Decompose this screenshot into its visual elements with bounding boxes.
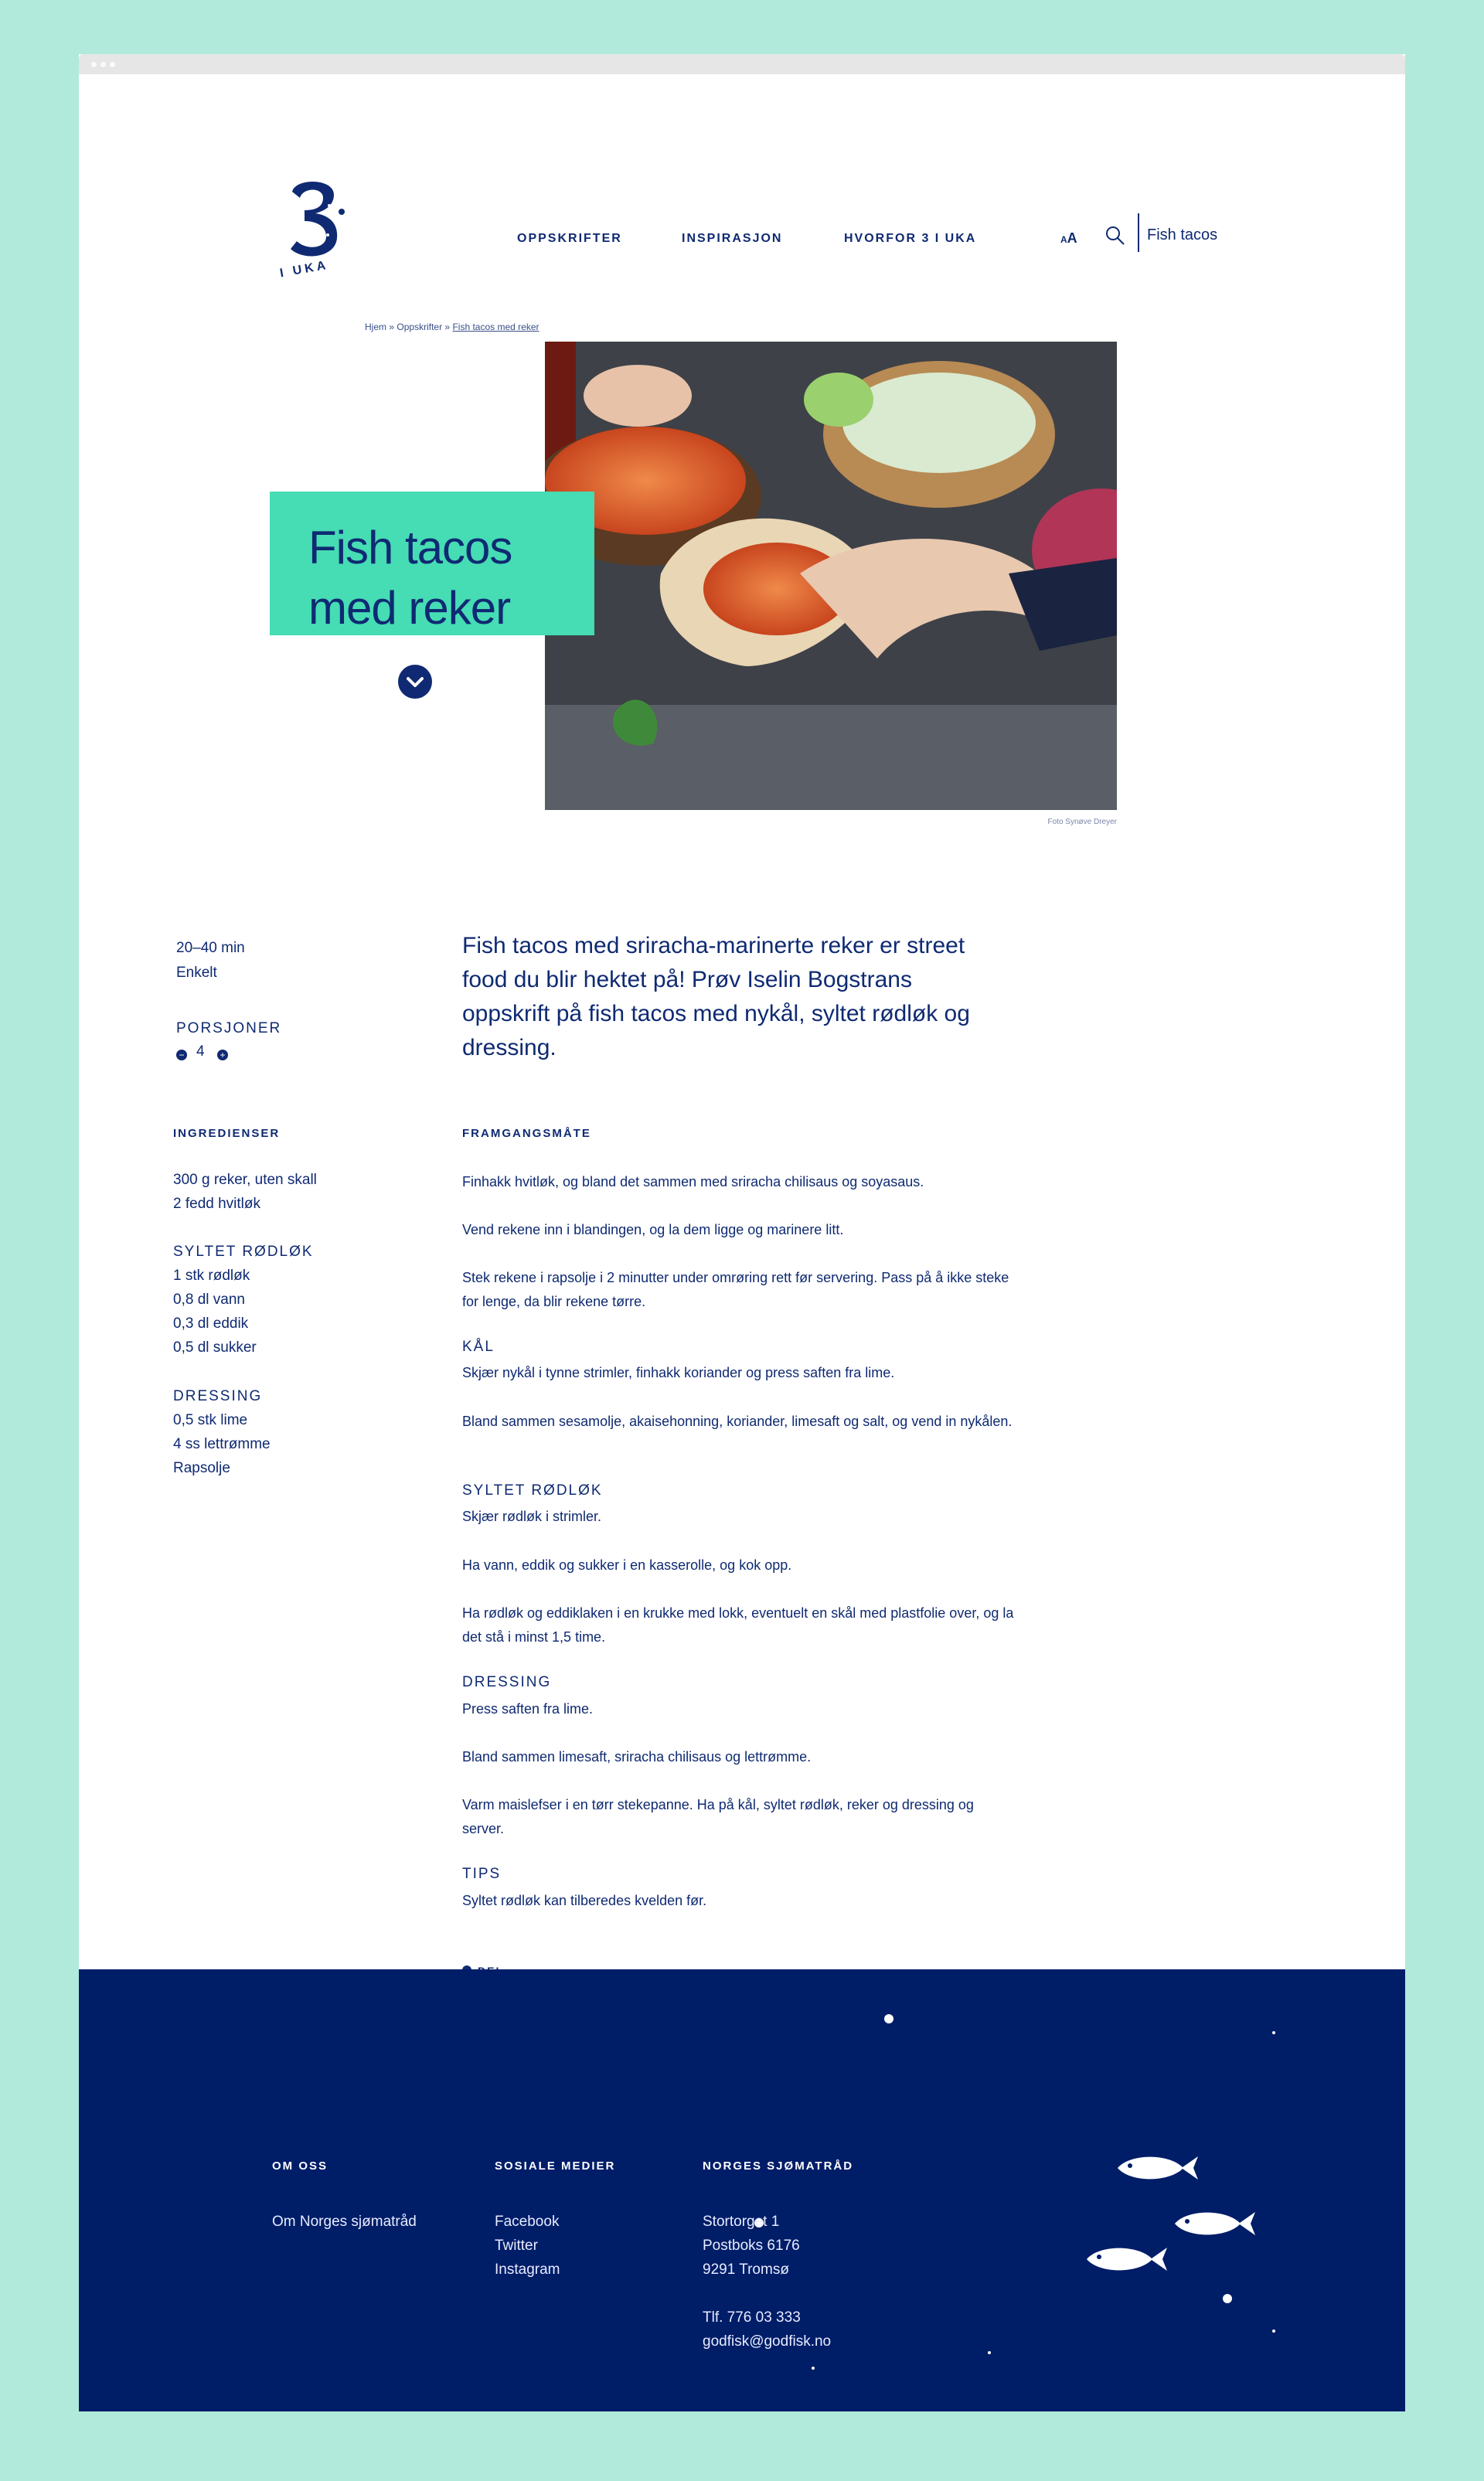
method-step: Bland sammen limesaft, sriracha chilisaus og lettrømme. [462, 1749, 812, 1765]
decorative-star [812, 2367, 815, 2370]
fish-icon [1115, 2150, 1200, 2186]
ingredient-item: 2 fedd hvitløk [173, 1196, 260, 1212]
portions-count: 4 [196, 1043, 205, 1060]
recipe-intro: Fish tacos med sriracha-marinerte reker er street food du blir hektet på! Prøv Iselin Bogstrans oppskrift på fish tacos med nykål, syltet rødløk og dressing. [462, 933, 970, 1060]
decorative-star [1272, 2330, 1275, 2333]
ingredient-item: 1 stk rødløk [173, 1268, 250, 1284]
method-step: Stek rekene i rapsolje i 2 minutter under omrøring rett før servering. Pass på å ikke steke for lenge, da blir rekene tørre. [462, 1270, 1009, 1309]
footer-address-line: Postboks 6176 [703, 2238, 800, 2254]
nav-item-inspirasjon[interactable]: INSPIRASJON [682, 232, 783, 245]
tips-text: Syltet rødløk kan tilberedes kvelden før. [462, 1893, 707, 1908]
chevron-down-icon [398, 665, 432, 699]
breadcrumb-sep: » [444, 322, 451, 332]
ingredients-heading: INGREDIENSER [173, 1127, 281, 1140]
window-dot [100, 62, 106, 67]
portions-label: PORSJONER [176, 1020, 282, 1036]
ingredient-group-heading: SYLTET RØDLØK [173, 1244, 314, 1260]
method-step: Ha rødløk og eddiklaken i en krukke med lokk, eventuelt en skål med plastfolie over, og la det stå i minst 1,5 time. [462, 1605, 1014, 1645]
ingredient-item: Rapsolje [173, 1460, 230, 1476]
decorative-star [1272, 2031, 1275, 2034]
footer-link-facebook[interactable]: Facebook [495, 2214, 560, 2230]
method-heading: FRAMGANGSMÅTE [462, 1127, 591, 1140]
decorative-star [884, 2014, 893, 2023]
breadcrumb-sep: » [389, 322, 395, 332]
method-step: Varm maislefser i en tørr stekepanne. Ha på kål, syltet rødløk, reker og dressing og server. [462, 1797, 974, 1836]
ingredient-item: 0,5 stk lime [173, 1412, 248, 1428]
window-dot [91, 62, 97, 67]
method-step: Vend rekene inn i blandingen, og la dem ligge og marinere litt. [462, 1222, 844, 1237]
nav-item-hvorfor[interactable]: HVORFOR 3 I UKA [844, 232, 977, 245]
ingredient-item: 300 g reker, uten skall [173, 1172, 317, 1188]
search-input[interactable] [1145, 223, 1303, 247]
decorative-star [1223, 2294, 1232, 2303]
method-step: Finhakk hvitløk, og bland det sammen med sriracha chilisaus og soyasaus. [462, 1174, 924, 1189]
footer-email[interactable]: godfisk@godfisk.no [703, 2333, 832, 2350]
fish-icon [1084, 2241, 1169, 2277]
method-step: Skjær rødløk i strimler. [462, 1509, 601, 1524]
ingredient-group-heading: DRESSING [173, 1388, 263, 1404]
footer-phone[interactable]: Tlf. 776 03 333 [703, 2309, 801, 2326]
ingredient-item: 0,3 dl eddik [173, 1315, 249, 1332]
recipe-difficulty: Enkelt [176, 965, 217, 981]
logo-subtext: I UKA [278, 258, 330, 281]
method-step: Bland sammen sesamolje, akaisehonning, koriander, limesaft og salt, og vend in nykålen. [462, 1414, 1013, 1429]
search-divider [1138, 213, 1139, 252]
footer-link-instagram[interactable]: Instagram [495, 2261, 560, 2278]
hero-image [545, 342, 1117, 810]
search-icon[interactable] [1105, 226, 1125, 246]
method-subheading: KÅL [462, 1339, 495, 1355]
fish-icon [1172, 2206, 1257, 2241]
method-step: Skjær nykål i tynne strimler, finhakk koriander og press saften fra lime. [462, 1365, 895, 1380]
footer-address-line: Stortorget 1 [703, 2214, 780, 2230]
method-step: Press saften fra lime. [462, 1701, 594, 1717]
page-content [79, 74, 1405, 1969]
method-subheading: SYLTET RØDLØK [462, 1482, 603, 1499]
footer-address-line: 9291 Tromsø [703, 2261, 789, 2278]
ingredient-item: 4 ss lettrømme [173, 1436, 271, 1452]
method-subheading: DRESSING [462, 1674, 552, 1690]
portions-increase-button[interactable]: + [217, 1050, 228, 1060]
footer-about-heading: OM OSS [272, 2159, 328, 2173]
title-box [270, 492, 594, 635]
text-size-small: A [1060, 234, 1067, 245]
breadcrumb [365, 322, 539, 332]
scroll-down-button[interactable] [398, 665, 432, 699]
browser-window [79, 54, 1405, 2411]
photo-credit: Foto Synøve Dreyer [1047, 818, 1117, 826]
footer-about-link[interactable]: Om Norges sjømatråd [272, 2214, 417, 2230]
breadcrumb-current[interactable]: Fish tacos med reker [452, 322, 539, 332]
method-step: Ha vann, eddik og sukker i en kasserolle, og kok opp. [462, 1557, 792, 1573]
window-dot [110, 62, 115, 67]
recipe-time: 20–40 min [176, 940, 245, 956]
nav-item-oppskrifter[interactable]: OPPSKRIFTER [517, 232, 622, 245]
footer-social-heading: SOSIALE MEDIER [495, 2159, 616, 2173]
portions-decrease-button[interactable]: − [176, 1050, 187, 1060]
site-footer [79, 1969, 1405, 2411]
text-size-large: A [1067, 230, 1077, 246]
method-subheading: TIPS [462, 1866, 502, 1882]
footer-contact-heading: NORGES SJØMATRÅD [703, 2159, 854, 2173]
browser-chrome [79, 54, 1405, 74]
text-size-toggle[interactable] [1060, 230, 1077, 247]
footer-link-twitter[interactable]: Twitter [495, 2238, 538, 2254]
breadcrumb-home[interactable]: Hjem [365, 322, 387, 332]
site-logo[interactable] [278, 175, 352, 283]
decorative-star [988, 2351, 991, 2354]
ingredient-item: 0,5 dl sukker [173, 1339, 257, 1356]
ingredient-item: 0,8 dl vann [173, 1292, 245, 1308]
page-title: Fish tacos med reker [308, 522, 512, 634]
breadcrumb-recipes[interactable]: Oppskrifter [397, 322, 443, 332]
